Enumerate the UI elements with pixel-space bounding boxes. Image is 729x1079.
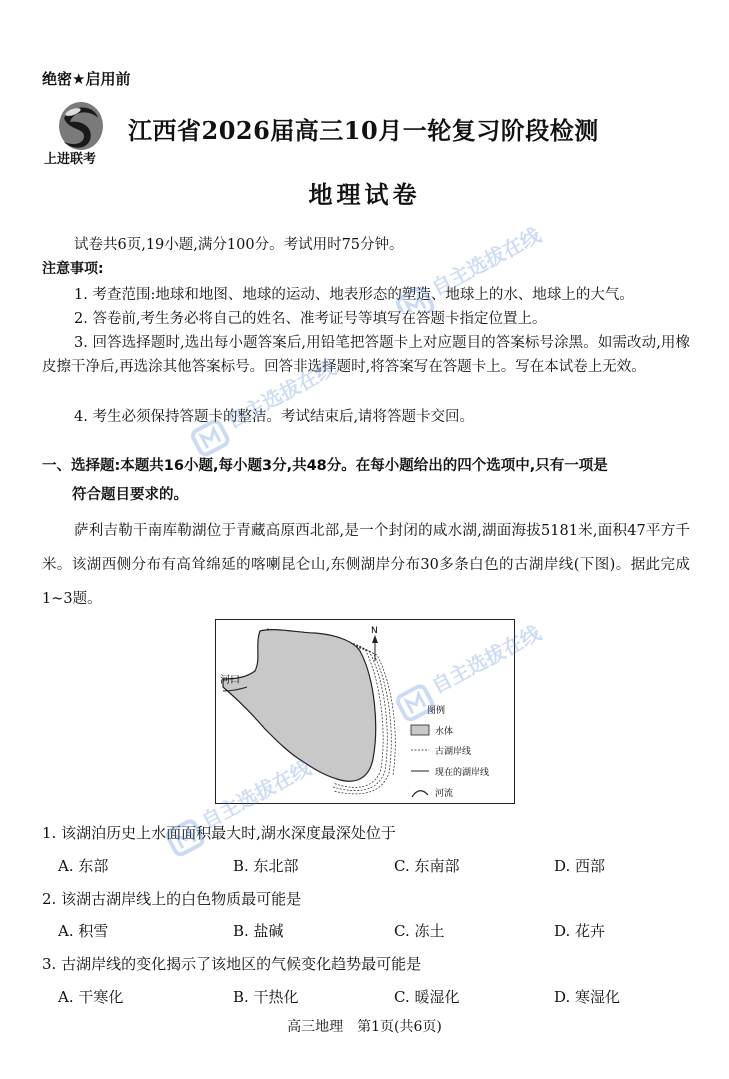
section-heading-line: 一、选择题:本题共16小题,每小题3分,共48分。在每小题给出的四个选项中,只有一项是	[42, 458, 608, 474]
river-mouth-label: 河口	[220, 675, 240, 686]
question-stem: 2. 该湖古湖岸线上的白色物质最可能是	[42, 890, 302, 908]
answer-option: B. 干热化	[233, 988, 299, 1006]
reading-passage: 萨利吉勒干南库勒湖位于青藏高原西北部,是一个封闭的咸水湖,湖面海拔5181米,面积47平方千米。该湖西侧分布有高耸绵延的喀喇昆仑山,东侧湖岸分布30多条白色的古湖岸线(下图)。据此完成1~3题。	[42, 523, 690, 607]
logo-text: 上进联考	[44, 152, 97, 167]
section-heading-line: 符合题目要求的。	[72, 487, 188, 503]
answer-option: A. 东部	[58, 857, 109, 875]
svg-text:自主选拔在线: 自主选拔在线	[197, 755, 315, 834]
answer-option: C. 东南部	[394, 857, 460, 875]
notice-item: 2. 答卷前,考生务必将自己的姓名、准考证号等填写在答题卡指定位置上。	[74, 311, 547, 327]
svg-text:N: N	[371, 626, 378, 636]
watermark-logo-icon	[175, 340, 375, 460]
section-heading	[42, 452, 690, 510]
exam-title: 江西省2026届高三10月一轮复习阶段检测	[128, 116, 599, 145]
subject-title: 地理试卷	[308, 180, 421, 209]
confidential-label: 绝密★启用前	[42, 70, 131, 88]
legend-item: 水体	[435, 727, 454, 737]
notice-item: 3. 回答选择题时,选出每小题答案后,用铅笔把答题卡上对应题目的答案标号涂黑。如需改动,用橡皮擦干净后,再选涂其他答案标号。回答非选择题时,将答案写在答题卡上。写在本试卷上无效。	[42, 335, 690, 375]
question-stem: 3. 古湖岸线的变化揭示了该地区的气候变化趋势最可能是	[42, 955, 422, 973]
answer-option: C. 暖湿化	[394, 988, 460, 1006]
legend-title: 图例	[427, 706, 446, 716]
answer-option: D. 寒湿化	[554, 988, 621, 1006]
answer-option: B. 东北部	[233, 857, 299, 875]
legend-item: 河流	[435, 789, 454, 799]
notice-item: 1. 考查范围:地球和地图、地球的运动、地表形态的塑造、地球上的水、地球上的大气。	[74, 287, 634, 303]
answer-option: B. 盐碱	[233, 922, 284, 940]
notice-heading: 注意事项:	[42, 261, 104, 277]
answer-option: C. 冻土	[394, 922, 445, 940]
svg-text:自主选拔在线: 自主选拔在线	[222, 355, 340, 434]
page-footer: 高三地理 第1页(共6页)	[287, 1019, 442, 1035]
watermark-logo-icon	[380, 222, 580, 312]
svg-text:自主选拔在线: 自主选拔在线	[427, 222, 545, 301]
answer-option: A. 干寒化	[58, 988, 124, 1006]
legend-item: 古湖岸线	[435, 747, 472, 757]
notice-item: 4. 考生必须保持答题卡的整洁。考试结束后,请将答题卡交回。	[74, 409, 475, 425]
answer-option: D. 西部	[554, 857, 606, 875]
watermark-logo-icon	[150, 740, 350, 860]
exam-info: 试卷共6页,19小题,满分100分。考试用时75分钟。	[74, 237, 404, 253]
watermark-logo-icon	[380, 600, 580, 730]
question-stem: 1. 该湖泊历史上水面面积最大时,湖水深度最深处位于	[42, 824, 396, 842]
answer-option: A. 积雪	[58, 922, 109, 940]
svg-text:自主选拔在线: 自主选拔在线	[427, 620, 545, 699]
answer-option: D. 花卉	[554, 922, 606, 940]
legend-item: 现在的湖岸线	[435, 768, 490, 778]
